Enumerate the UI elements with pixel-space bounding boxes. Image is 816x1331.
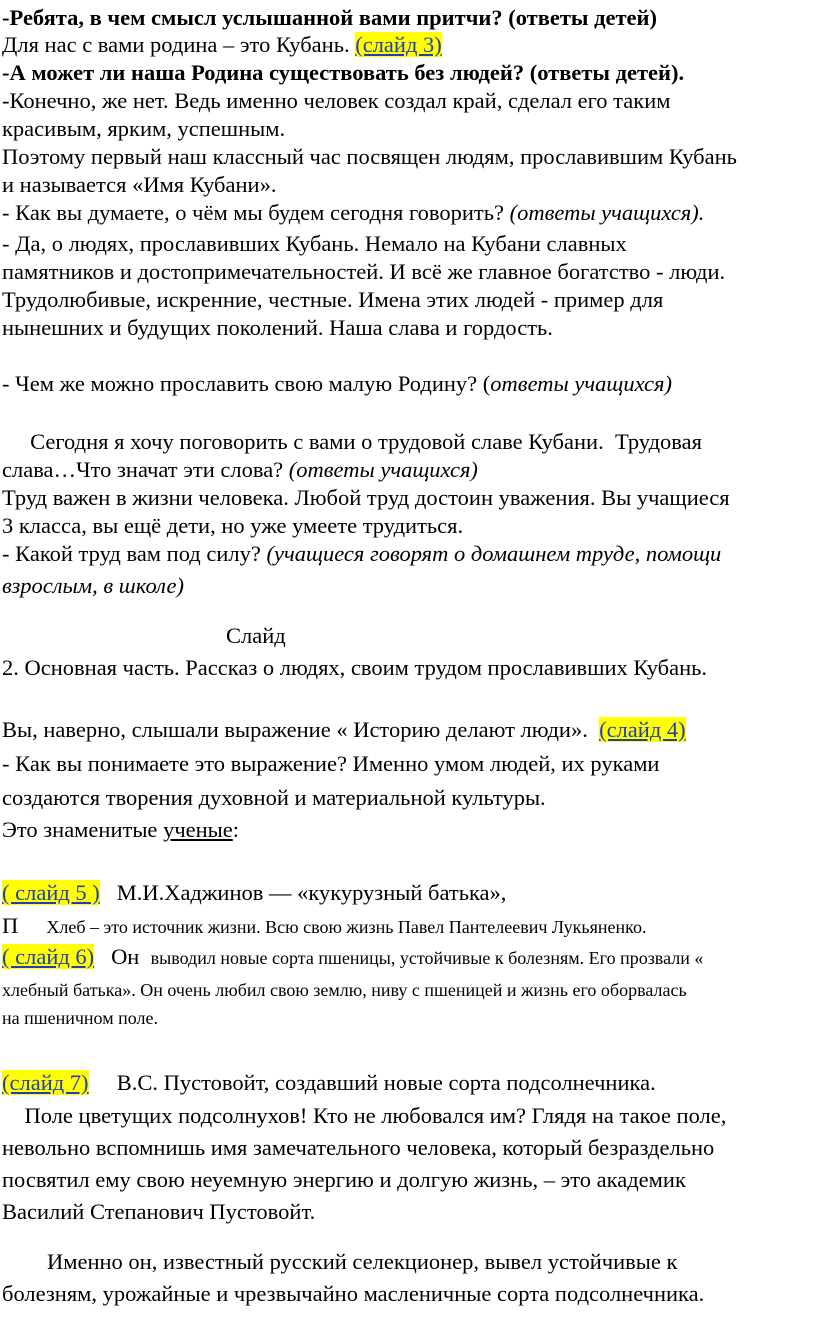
paragraph-line: -Конечно, же нет. Ведь именно человек создал край, сделал его таким: [2, 88, 671, 113]
question-line-2: -А может ли наша Родина существовать без людей? (ответы детей).: [2, 60, 685, 85]
paragraph-line: Для нас с вами родина – это Кубань. (слайд 3): [2, 32, 442, 57]
paragraph-line: взрослым, в школе): [2, 573, 184, 598]
paragraph-line: - Как вы понимаете это выражение? Именно умом людей, их руками: [2, 751, 660, 776]
paragraph-line: ( слайд 5 ) М.И.Хаджинов — «кукурузный батька»,: [2, 880, 507, 905]
slide-reference-3: (слайд 3): [355, 32, 442, 57]
slide-heading: Слайд: [226, 623, 286, 648]
paragraph-line: невольно вспомнишь имя замечательного человека, который безраздельно: [2, 1135, 715, 1160]
paragraph-line: посвятил ему свою неуемную энергию и долгую жизнь, – это академик: [2, 1167, 686, 1192]
paragraph-line: Поле цветущих подсолнухов! Кто не любовался им? Глядя на такое поле,: [2, 1103, 727, 1128]
slide-reference-4: (слайд 4): [599, 717, 686, 742]
paragraph-line: - Да, о людях, прославивших Кубань. Немало на Кубани славных: [2, 231, 627, 256]
student-answers-note: (ответы учащихся): [288, 457, 478, 482]
paragraph-line: болезням, урожайные и чрезвычайно масленичные сорта подсолнечника.: [2, 1281, 705, 1306]
paragraph-line: создаются творения духовной и материальной культуры.: [2, 785, 546, 810]
paragraph-line: П Хлеб – это источник жизни. Всю свою жизнь Павел Пантелеевич Лукьяненко.: [2, 913, 647, 938]
paragraph-line: Труд важен в жизни человека. Любой труд достоин уважения. Вы учащиеся: [2, 485, 730, 510]
paragraph-line: слава…Что значат эти слова? (ответы учащихся): [2, 457, 478, 482]
underlined-word: ученые: [163, 817, 233, 842]
paragraph-line: Именно он, известный русский селекционер, вывел устойчивые к: [2, 1249, 678, 1274]
paragraph-line: Это знаменитые ученые:: [2, 817, 240, 842]
paragraph-line: 3 класса, вы ещё дети, но уже умеете трудиться.: [2, 513, 464, 538]
paragraph-line: красивым, ярким, успешным.: [2, 116, 286, 141]
student-answers-note: ответы учащихся): [490, 371, 672, 396]
paragraph-line: ( слайд 6) Он выводил новые сорта пшеницы, устойчивые к болезням. Его прозвали «: [2, 944, 704, 969]
slide-reference-6: ( слайд 6): [2, 944, 95, 969]
paragraph-line: - Какой труд вам под силу? (учащиеся говорят о домашнем труде, помощи: [2, 541, 722, 566]
paragraph-line: Поэтому первый наш классный час посвящен людям, прославившим Кубань: [2, 144, 737, 169]
slide-reference-5: ( слайд 5 ): [2, 880, 100, 905]
student-answers-note: (ответы учащихся).: [509, 200, 705, 225]
paragraph-line: - Как вы думаете, о чём мы будем сегодня говорить? (ответы учащихся).: [2, 200, 705, 225]
question-line-1: -Ребята, в чем смысл услышанной вами притчи? (ответы детей): [2, 5, 657, 30]
paragraph-line: Сегодня я хочу поговорить с вами о трудовой славе Кубани. Трудовая: [2, 429, 702, 454]
paragraph-line: (слайд 7) В.С. Пустовойт, создавший новые сорта подсолнечника.: [2, 1070, 656, 1095]
paragraph-line: Вы, наверно, слышали выражение « Историю делают люди». (слайд 4): [2, 717, 686, 742]
section-heading: 2. Основная часть. Рассказ о людях, своим трудом прославивших Кубань.: [2, 655, 708, 680]
paragraph-line: - Чем же можно прославить свою малую Родину? (ответы учащихся): [2, 371, 672, 396]
paragraph-line: Трудолюбивые, искренние, честные. Имена этих людей - пример для: [2, 287, 664, 312]
student-answers-note: (учащиеся говорят о домашнем труде, помощи: [266, 541, 722, 566]
paragraph-line: и называется «Имя Кубани».: [2, 172, 277, 197]
paragraph-line: на пшеничном поле.: [2, 1008, 158, 1028]
paragraph-line: памятников и достопримечательностей. И всё же главное богатство - люди.: [2, 259, 726, 284]
paragraph-line: нынешних и будущих поколений. Наша слава и гордость.: [2, 315, 553, 340]
slide-reference-7: (слайд 7): [2, 1070, 89, 1095]
paragraph-line: хлебный батька». Он очень любил свою землю, ниву с пшеницей и жизнь его оборвалась: [2, 980, 687, 1000]
paragraph-line: Василий Степанович Пустовойт.: [2, 1199, 316, 1224]
